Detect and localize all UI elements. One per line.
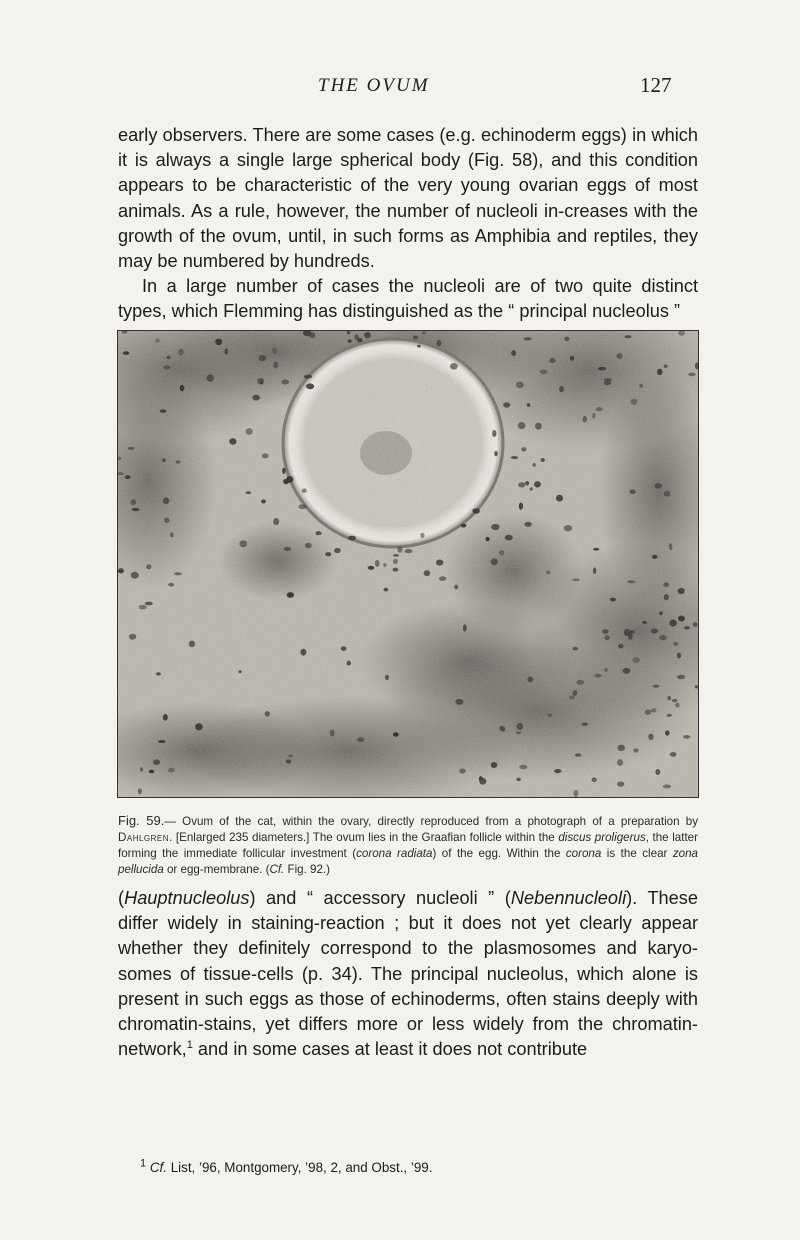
running-title: THE OVUM (318, 75, 430, 96)
paragraph-1 (118, 123, 698, 325)
caption-author: Dahlgren (118, 831, 170, 844)
running-head (0, 73, 800, 103)
footnote-reference: 1 (186, 1039, 193, 1052)
footnote: $^1$ Cf. List, ’96, Montgomery, ’98, 2, and Obst., ’99. (140, 1157, 433, 1175)
page-number: 127 (640, 73, 672, 97)
paragraph-2-text: In a large number of cases the nucleoli are of two quite distinct types, which Flemming has distinguished as the “ principal nucleolus ” (118, 276, 698, 322)
ovum-micrograph-image (118, 331, 698, 797)
paragraph-1-text: early observers. There are some cases (e.g. echinoderm eggs) in which it is always a single large spherical body (Fig. 58), and this condition appears to be characteristic of the very young ovarian eggs of most animals. As a rule, however, the number of nucleoli in-creases with the growth of the ovum, until, in such forms as Amphibia and reptiles, they may be numbered by hundreds. (118, 125, 698, 272)
paragraph-3: (Hauptnucleolus) and “ accessory nucleoli ” (Nebennucleoli). These differ widely in staining-reaction ; but it does not yet clearly appear whether they definitely correspond to the plasmosomes and karyo-somes of tissue-cells (p. 34). The principal nucleolus, which alone is present in such eggs as those of echinoderms, often stains deeply with chromatin-stains, yet differs more or less widely from the chromatin-network,$^1$ and in some cases at least it does not contribute (118, 888, 698, 1060)
caption-label: Fig. 59. (118, 813, 165, 828)
figure-caption: Fig. 59.— Ovum of the cat, within the ovary, directly reproduced from a photograph of a preparation by Dahlgren. [Enlarged 235 diameters.] The ovum lies in the Graafian follicle within the discus proligerus, the latter forming the immediate follicular investment (corona radiata) of the egg. Within the corona is the clear zona pellucida or egg-membrane. (Cf. Fig. 92.) (118, 813, 699, 876)
figure-photomicrograph (117, 330, 699, 798)
